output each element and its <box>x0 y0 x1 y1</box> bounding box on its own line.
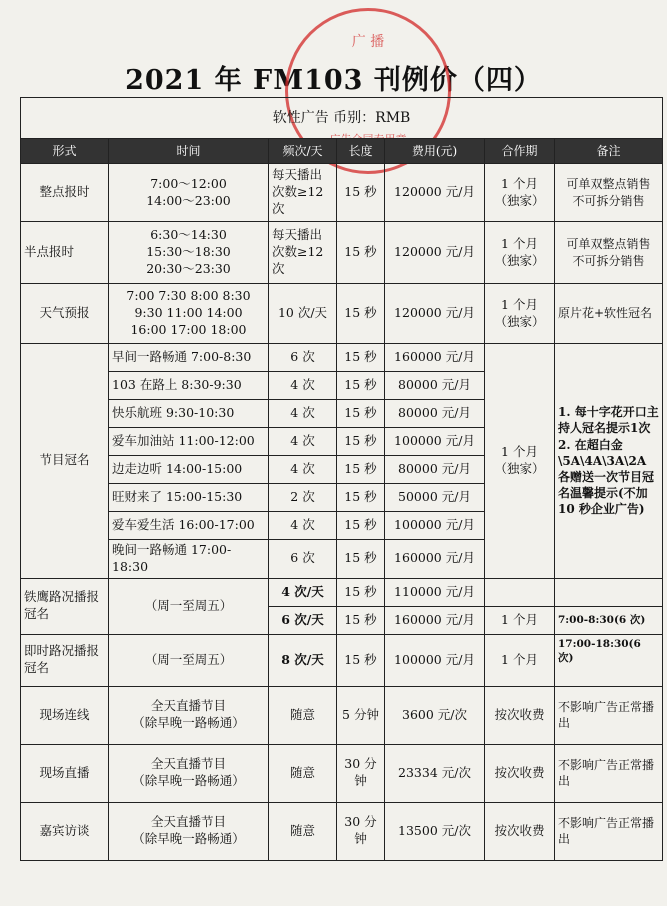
header-form: 形式 <box>21 139 109 164</box>
cell-fee: 110000 元/月 <box>385 578 485 606</box>
cell-length: 30 分钟 <box>337 744 385 802</box>
program-name: 103 在路上 8:30-9:30 <box>109 372 269 400</box>
cell-period: 按次收费 <box>485 802 555 860</box>
cell-note: 17:00-18:30(6 次) <box>555 634 663 686</box>
cell-frequency: 4 次 <box>269 428 337 456</box>
cell-fee: 100000 元/月 <box>385 428 485 456</box>
cell-time: 全天直播节目 （除早晚一路畅通） <box>109 744 269 802</box>
cell-frequency: 4 次 <box>269 372 337 400</box>
cell-time: （周一至周五） <box>109 578 269 634</box>
table-row <box>21 222 663 284</box>
cell-period: 1 个月 （独家） <box>485 164 555 222</box>
cell-length: 15 秒 <box>337 344 385 372</box>
program-name: 爱车爱生活 16:00-17:00 <box>109 512 269 540</box>
cell-length: 15 秒 <box>337 484 385 512</box>
cell-length: 15 秒 <box>337 222 385 284</box>
cell-frequency: 4 次 <box>269 512 337 540</box>
header-period: 合作期 <box>485 139 555 164</box>
cell-note: 可单双整点销售 不可拆分销售 <box>555 164 663 222</box>
cell-fee: 80000 元/月 <box>385 400 485 428</box>
cell-form: 现场直播 <box>21 744 109 802</box>
cell-note: 不影响广告正常播出 <box>555 744 663 802</box>
cell-form: 节目冠名 <box>21 344 109 579</box>
cell-form: 即时路况播报冠名 <box>21 634 109 686</box>
cell-time: 6:30～14:30 15:30～18:30 20:30～23:30 <box>109 222 269 284</box>
header-note: 备注 <box>555 139 663 164</box>
cell-frequency: 8 次/天 <box>269 634 337 686</box>
table-subtitle-row <box>21 98 663 139</box>
cell-period: 按次收费 <box>485 744 555 802</box>
cell-note: 7:00-8:30(6 次) <box>555 606 663 634</box>
cell-form: 铁鹰路况播报冠名 <box>21 578 109 634</box>
table-header-row <box>21 139 663 164</box>
cell-time: 全天直播节目 （除早晚一路畅通） <box>109 802 269 860</box>
table-row <box>21 344 663 372</box>
rate-table <box>20 97 663 861</box>
program-name: 爱车加油站 11:00-12:00 <box>109 428 269 456</box>
cell-period: 1 个月 （独家） <box>485 344 555 579</box>
cell-frequency: 4 次 <box>269 456 337 484</box>
cell-note: 可单双整点销售 不可拆分销售 <box>555 222 663 284</box>
cell-period: 1 个月 <box>485 606 555 634</box>
cell-time: 7:00 7:30 8:00 8:30 9:30 11:00 14:00 16:00 17:00 18:00 <box>109 284 269 344</box>
cell-frequency: 每天播出次数≥12次 <box>269 222 337 284</box>
cell-frequency: 随意 <box>269 802 337 860</box>
cell-frequency: 每天播出次数≥12次 <box>269 164 337 222</box>
table-row <box>21 164 663 222</box>
header-fee: 费用(元) <box>385 139 485 164</box>
table-row <box>21 802 663 860</box>
cell-form: 天气预报 <box>21 284 109 344</box>
cell-fee: 23334 元/次 <box>385 744 485 802</box>
cell-form: 半点报时 <box>21 222 109 284</box>
company-seal: 广 播 <box>285 8 451 174</box>
cell-fee: 120000 元/月 <box>385 164 485 222</box>
table-subtitle: 软性广告 币别：RMB <box>21 98 663 139</box>
table-row <box>21 686 663 744</box>
cell-period: 按次收费 <box>485 686 555 744</box>
page-title: 2021 年 FM103 刊例价（四） <box>125 65 542 96</box>
cell-length: 15 秒 <box>337 428 385 456</box>
cell-time: 全天直播节目 （除早晚一路畅通） <box>109 686 269 744</box>
program-name: 早间一路畅通 7:00-8:30 <box>109 344 269 372</box>
table-row <box>21 284 663 344</box>
cell-fee: 160000 元/月 <box>385 344 485 372</box>
cell-length: 15 秒 <box>337 540 385 579</box>
cell-fee: 120000 元/月 <box>385 222 485 284</box>
cell-frequency: 4 次 <box>269 400 337 428</box>
cell-length: 5 分钟 <box>337 686 385 744</box>
cell-fee: 120000 元/月 <box>385 284 485 344</box>
cell-note: 不影响广告正常播出 <box>555 802 663 860</box>
cell-length: 15 秒 <box>337 164 385 222</box>
cell-period <box>485 578 555 606</box>
cell-fee: 100000 元/月 <box>385 512 485 540</box>
cell-period: 1 个月 （独家） <box>485 284 555 344</box>
cell-frequency: 6 次/天 <box>269 606 337 634</box>
cell-length: 15 秒 <box>337 634 385 686</box>
cell-frequency: 6 次 <box>269 344 337 372</box>
cell-frequency: 4 次/天 <box>269 578 337 606</box>
cell-form: 整点报时 <box>21 164 109 222</box>
cell-length: 30 分钟 <box>337 802 385 860</box>
cell-note: 1. 每十字花开口主持人冠名提示1次 2. 在超白金\5A\4A\3A\2A 各赠送一次节目冠名温馨提示(不加10 秒企业广告) <box>555 344 663 579</box>
cell-length: 15 秒 <box>337 284 385 344</box>
cell-frequency: 10 次/天 <box>269 284 337 344</box>
cell-fee: 80000 元/月 <box>385 456 485 484</box>
cell-fee: 50000 元/月 <box>385 484 485 512</box>
cell-length: 15 秒 <box>337 578 385 606</box>
cell-length: 15 秒 <box>337 456 385 484</box>
table-row <box>21 634 663 686</box>
cell-time: 7:00～12:00 14:00～23:00 <box>109 164 269 222</box>
header-frequency: 频次/天 <box>269 139 337 164</box>
header-length: 长度 <box>337 139 385 164</box>
cell-period: 1 个月 （独家） <box>485 222 555 284</box>
cell-frequency: 随意 <box>269 744 337 802</box>
header-time: 时间 <box>109 139 269 164</box>
cell-fee: 160000 元/月 <box>385 606 485 634</box>
cell-period: 1 个月 <box>485 634 555 686</box>
cell-length: 15 秒 <box>337 372 385 400</box>
cell-length: 15 秒 <box>337 400 385 428</box>
cell-note <box>555 578 663 606</box>
cell-fee: 100000 元/月 <box>385 634 485 686</box>
cell-note: 不影响广告正常播出 <box>555 686 663 744</box>
cell-length: 15 秒 <box>337 512 385 540</box>
program-name: 晚间一路畅通 17:00-18:30 <box>109 540 269 579</box>
table-row <box>21 578 663 606</box>
table-row <box>21 744 663 802</box>
cell-frequency: 2 次 <box>269 484 337 512</box>
cell-fee: 13500 元/次 <box>385 802 485 860</box>
cell-form: 现场连线 <box>21 686 109 744</box>
cell-fee: 160000 元/月 <box>385 540 485 579</box>
cell-time: （周一至周五） <box>109 634 269 686</box>
cell-fee: 3600 元/次 <box>385 686 485 744</box>
cell-frequency: 随意 <box>269 686 337 744</box>
program-name: 快乐航班 9:30-10:30 <box>109 400 269 428</box>
cell-length: 15 秒 <box>337 606 385 634</box>
cell-fee: 80000 元/月 <box>385 372 485 400</box>
program-name: 边走边听 14:00-15:00 <box>109 456 269 484</box>
program-name: 旺财来了 15:00-15:30 <box>109 484 269 512</box>
cell-form: 嘉宾访谈 <box>21 802 109 860</box>
cell-frequency: 6 次 <box>269 540 337 579</box>
cell-note: 原片花+软性冠名 <box>555 284 663 344</box>
